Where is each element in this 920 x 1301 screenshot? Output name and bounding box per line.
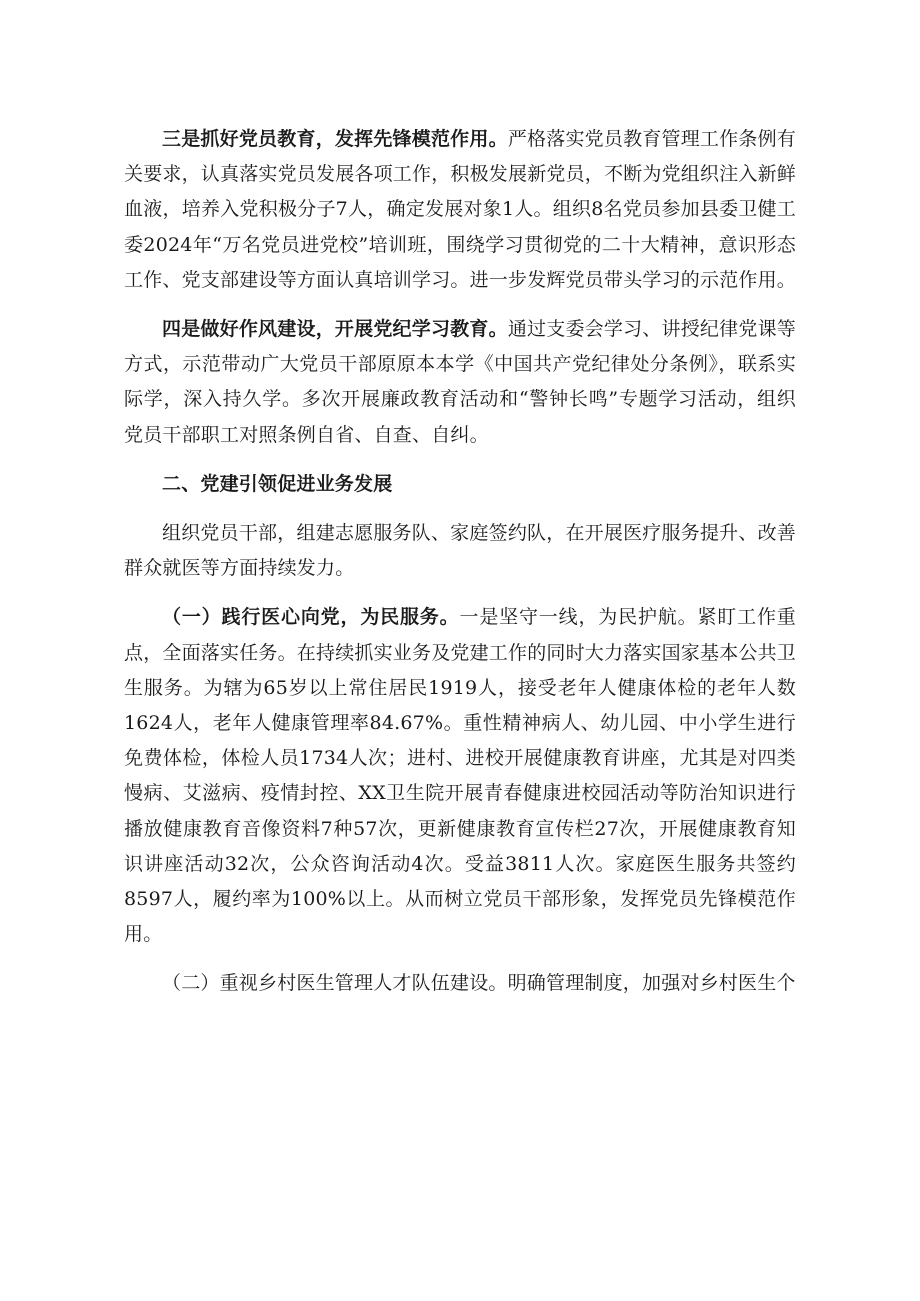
paragraph-text: 严格落实党员教育管理工作条例有关要求，认真落实党员发展各项工作，积极发展新党员，不断为党组织注入新鲜血液，培养入党积极分子7人，确定发展对象1人。组织8名党员参加县委卫健工委2024年“万名党员进党校”培训班，围绕学习贯彻党的二十大精神，意识形态工作、党支部建设等方面认真培训学习。进一步发辉党员带头学习的示范作用。 [124, 128, 797, 291]
paragraph-volunteer-teams [124, 516, 796, 586]
paragraph-text: 通过支委会学习、讲授纪律党课等方式，示范带动广大党员干部原原本本学《中国共产党纪律处分条例》，联系实际学，深入持久学。多次开展廉政教育活动和“警钟长鸣”专题学习活动，组织党员干部职工对照条例自省、自查、自纠。 [124, 318, 796, 446]
paragraph-text: （二）重视乡村医生管理人才队伍建设。明确管理制度，加强对乡村医生个 [162, 972, 796, 995]
paragraph-text: 组织党员干部，组建志愿服务队、家庭签约队，在开展医疗服务提升、改善群众就医等方面持续发力。 [124, 522, 796, 580]
paragraph-rural-doctors [124, 966, 796, 1001]
paragraph-work-style-building [124, 312, 796, 453]
section-heading: 二、党建引领促进业务发展 [162, 472, 393, 495]
document-body [124, 122, 796, 1016]
paragraph-lead-heading: 三是抓好党员教育，发挥先锋模范作用。 [162, 128, 508, 150]
paragraph-lead-heading: （一）践行医心向党，为民服务。 [162, 606, 460, 629]
paragraph-text: 一是坚守一线，为民护航。紧盯工作重点，全面落实任务。在持续抓实业务及党建工作的同时大力落实国家基本公共卫生服务。为辖为65岁以上常住居民1919人，接受老年人健康体检的老年人数1624人，老年人健康管理率84.67%。重性精神病人、幼儿园、中小学生进行免费体检，体检人员1734人次；进村、进校开展健康教育讲座，尤其是对四类慢病、艾滋病、疫情封控、XX卫生院开展青春健康进校园活动等防治知识进行播放健康教育音像资料7种57次，更新健康教育宣传栏27次，开展健康教育知识讲座活动32次，公众咨询活动4次。受益3811人次。家庭医生服务共签约8597人，履约率为100%以上。从而树立党员干部形象，发挥党员先锋模范作用。 [124, 606, 797, 946]
paragraph-lead-heading: 四是做好作风建设，开展党纪学习教育。 [162, 318, 508, 341]
paragraph-medical-service [124, 600, 796, 952]
paragraph-party-member-education [124, 122, 796, 298]
